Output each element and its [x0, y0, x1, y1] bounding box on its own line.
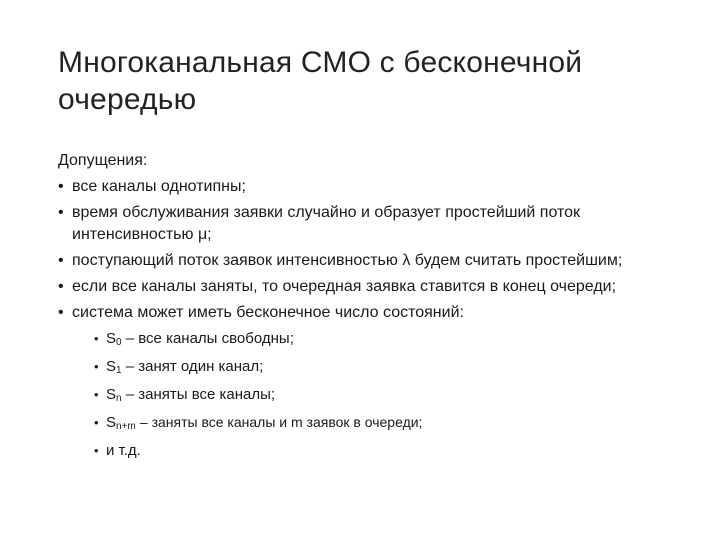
list-item-text: если все каналы заняты, то очередная заявка ставится в конец очереди; [72, 278, 617, 295]
list-item-text: поступающий поток заявок интенсивностью λ будем считать простейшим; [72, 252, 623, 269]
list-item-text: все каналы однотипны; [72, 178, 246, 195]
list-item [58, 250, 678, 272]
state-symbol: S [106, 414, 117, 431]
state-item [94, 328, 678, 353]
list-item [58, 176, 678, 198]
state-text: и т.д. [106, 442, 141, 459]
state-text: – заняты все каналы; [125, 386, 276, 403]
state-subscript: 1 [116, 365, 122, 376]
list-item [58, 276, 678, 298]
state-subscript: n+m [116, 421, 136, 432]
state-item [94, 356, 678, 381]
state-subscript: n [116, 393, 122, 404]
state-item [94, 384, 678, 409]
state-symbol: S [106, 358, 117, 375]
state-subscript: 0 [116, 337, 122, 348]
bullet-icon: • [58, 278, 64, 295]
state-text: – заняты все каналы и m заявок в очереди; [139, 414, 423, 430]
list-item-text: система может иметь бесконечное число состояний: [72, 304, 464, 321]
states-list [72, 328, 678, 461]
assumptions-heading: Допущения: [58, 152, 148, 169]
slide-body [58, 150, 678, 465]
list-item [58, 302, 678, 461]
bullet-icon: • [94, 331, 99, 346]
bullet-icon: • [94, 387, 99, 402]
bullet-icon: • [58, 204, 64, 221]
state-text: – занят один канал; [125, 358, 264, 375]
list-item [58, 202, 678, 246]
bullet-icon: • [58, 252, 64, 269]
bullet-icon: • [58, 178, 64, 195]
bullet-icon: • [94, 443, 99, 458]
state-symbol: S [106, 386, 117, 403]
state-text: – все каналы свободны; [125, 330, 294, 347]
slide-title: Многоканальная СМО с бесконечной очередью [58, 46, 583, 116]
bullet-icon: • [94, 359, 99, 374]
state-item [94, 412, 678, 437]
bullet-icon: • [94, 415, 99, 430]
state-item [94, 440, 678, 461]
state-symbol: S [106, 330, 117, 347]
assumptions-list [58, 176, 678, 461]
list-item-text: время обслуживания заявки случайно и образует простейший поток интенсивностью μ; [72, 204, 581, 243]
bullet-icon: • [58, 304, 64, 321]
